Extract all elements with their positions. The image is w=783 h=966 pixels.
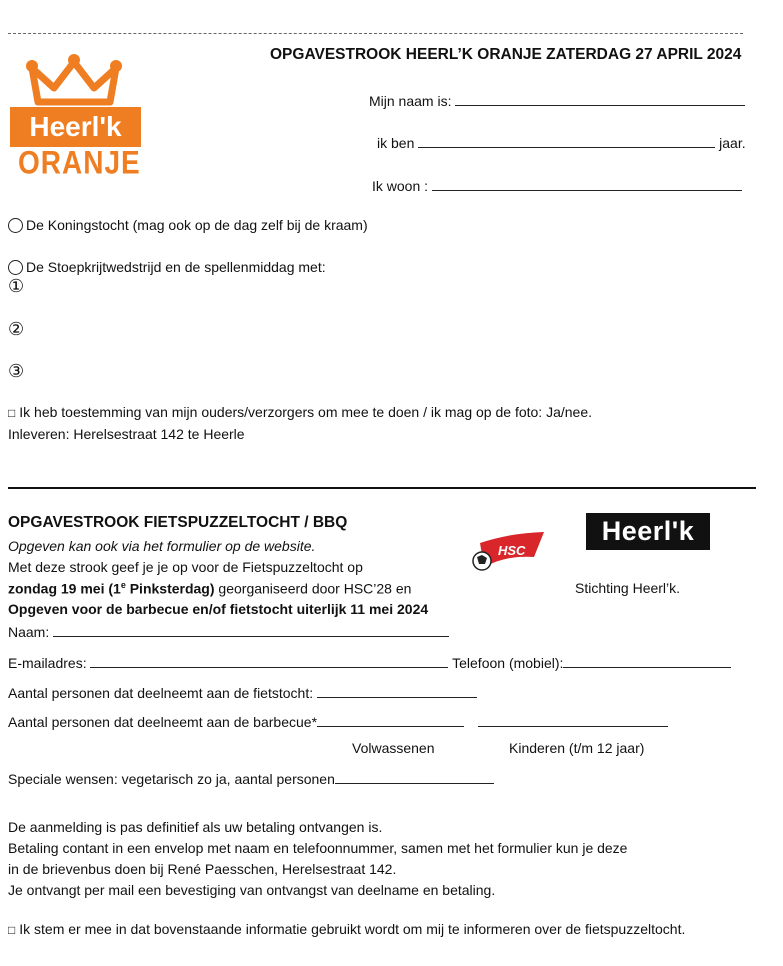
kids-label: Kinderen (t/m 12 jaar) (509, 740, 645, 756)
section-divider (8, 487, 756, 489)
hsc-logo-text: HSC (498, 543, 526, 558)
checkbox-icon[interactable]: □ (8, 406, 16, 420)
cycle-count-label: Aantal personen dat deelneemt aan de fietstocht: (8, 685, 314, 701)
special-wishes-label: Speciale wensen: vegetarisch zo ja, aantal personen (8, 771, 335, 787)
option-koningstocht-label: De Koningstocht (mag ook op de dag zelf bij de kraam) (26, 217, 368, 233)
consent-bottom-text: Ik stem er mee in dat bovenstaande informatie gebruikt wordt om mij te informeren over de fietspuzzeltocht. (19, 921, 686, 937)
payment-line-3: in de brievenbus doen bij René Paesschen, Herelsestraat 142. (8, 861, 397, 877)
choice-number-2: ② (8, 319, 25, 339)
form-title-fietspuzzel: OPGAVESTROOK FIETSPUZZELTOCHT / BBQ (8, 514, 348, 531)
name-label: Mijn naam is: (369, 93, 452, 109)
address-label: Ik woon : (372, 178, 429, 194)
consent-bottom[interactable] (8, 921, 685, 937)
age-suffix: jaar. (719, 135, 746, 151)
payment-line-2: Betaling contant in een envelop met naam en telefoonnummer, samen met het formulier kun je deze (8, 840, 628, 856)
organised-text: georganiseerd door HSC’28 en (214, 580, 412, 597)
name-field-row (369, 91, 745, 109)
submit-address-top: Inleveren: Herelsestraat 142 te Heerle (8, 426, 245, 442)
adults-label: Volwassenen (352, 740, 435, 756)
payment-line-1: De aanmelding is pas definitief als uw betaling ontvangen is. (8, 819, 383, 835)
heerlk-oranje-logo (8, 52, 143, 182)
age-input-line[interactable] (418, 133, 715, 148)
cycle-count-input-line[interactable] (317, 683, 477, 698)
age-field-row (377, 133, 746, 151)
option-stoepkrijt[interactable] (8, 259, 326, 275)
payment-line-4: Je ontvangt per mail een bevestiging van ontvangst van deelname en betaling. (8, 882, 496, 898)
hsc-logo (470, 531, 546, 573)
stichting-label: Stichting Heerl’k. (575, 580, 681, 596)
phone-input-line[interactable] (563, 653, 731, 668)
email-phone-row (8, 653, 731, 671)
name-input-line[interactable] (455, 91, 745, 106)
bottom-name-input-line[interactable] (53, 622, 449, 637)
cycle-count-row (8, 683, 477, 701)
logo-oranje-text: ORANJE (18, 144, 141, 181)
address-input-line[interactable] (432, 176, 742, 191)
option-koningstocht[interactable] (8, 217, 368, 233)
bbq-count-row (8, 712, 668, 730)
deadline-line: Opgeven voor de barbecue en/of fietstocht uiterlijk 11 mei 2024 (8, 601, 429, 617)
website-note: Opgeven kan ook via het formulier op de website. (8, 538, 316, 554)
checkbox-icon[interactable]: □ (8, 923, 16, 937)
address-field-row (372, 176, 742, 194)
option-stoepkrijt-label: De Stoepkrijtwedstrijd en de spellenmiddag met: (26, 259, 326, 275)
email-label: E-mailadres: (8, 655, 87, 671)
date-bold: zondag 19 mei (1 (8, 580, 121, 597)
special-wishes-input-line[interactable] (335, 769, 494, 784)
date-line (8, 580, 411, 597)
bbq-adults-input-line[interactable] (317, 712, 464, 727)
bottom-name-row (8, 622, 449, 640)
form-title-oranje: OPGAVESTROOK HEERL’K ORANJE ZATERDAG 27 APRIL 2024 (270, 46, 742, 63)
date-bold-2: Pinksterdag) (125, 580, 215, 597)
bbq-kids-input-line[interactable] (478, 712, 668, 727)
logo-heerlk-text: Heerl'k (29, 111, 122, 142)
radio-icon[interactable] (8, 218, 23, 233)
intro-line: Met deze strook geef je je op voor de Fietspuzzeltocht op (8, 559, 363, 575)
phone-label: Telefoon (mobiel): (452, 655, 564, 671)
choice-number-3: ③ (8, 361, 25, 381)
date-sup: e (120, 580, 126, 590)
consent-top-text: Ik heb toestemming van mijn ouders/verzorgers om mee te doen / ik mag op de foto: Ja/nee. (19, 404, 592, 420)
bottom-name-label: Naam: (8, 624, 50, 640)
consent-top[interactable] (8, 404, 592, 420)
radio-icon[interactable] (8, 260, 23, 275)
cut-line-top (8, 33, 743, 34)
heerlk-logo: Heerl'k (586, 513, 710, 550)
choice-number-1: ① (8, 276, 25, 296)
email-input-line[interactable] (90, 653, 448, 668)
age-label: ik ben (377, 135, 415, 151)
bbq-count-label: Aantal personen dat deelneemt aan de barbecue* (8, 714, 318, 730)
special-wishes-row (8, 769, 494, 787)
